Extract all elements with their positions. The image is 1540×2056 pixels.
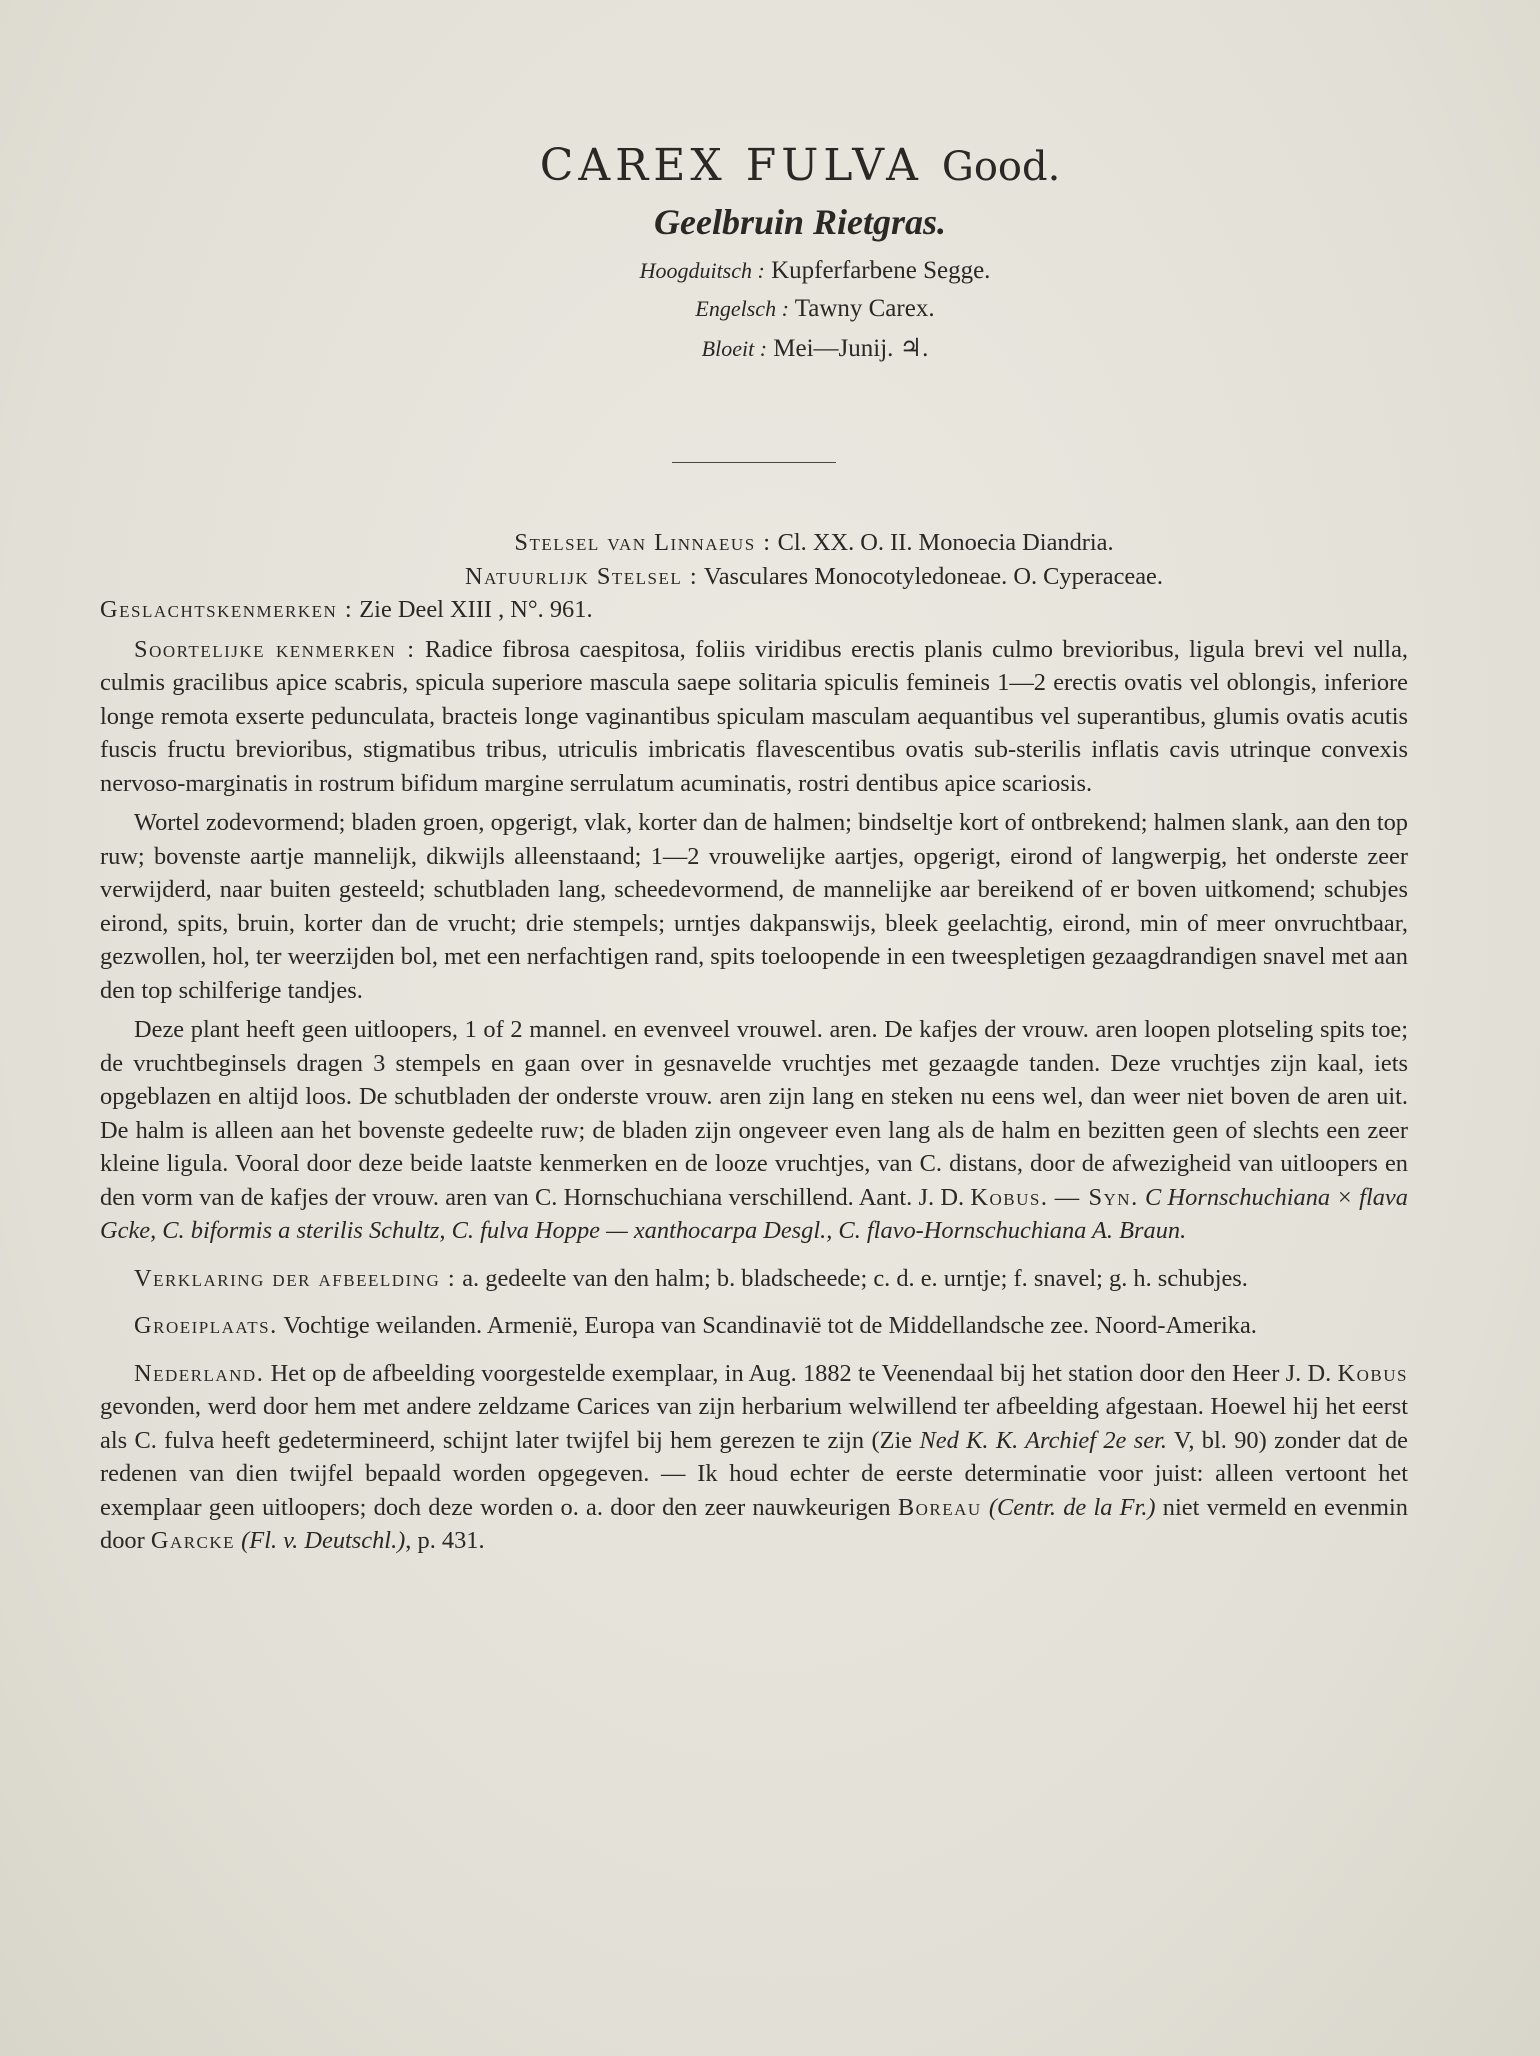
netherlands-text-1: Het op de afbeelding voorgestelde exemplaar, in Aug. 1882 te Veenendaal bij het station door den Heer J. D. xyxy=(270,1359,1332,1387)
habitat-label: Groeiplaats. xyxy=(134,1312,278,1339)
netherlands-ref-1: Ned K. K. Archief 2e ser. xyxy=(919,1426,1167,1454)
german-name-line xyxy=(0,257,1540,285)
bloom-label: Bloeit : xyxy=(701,336,768,361)
genus-characters xyxy=(100,593,1408,627)
german-label: Hoogduitsch : xyxy=(639,258,765,283)
german-name: Kupferfarbene Segge. xyxy=(771,257,991,284)
genus-value: Zie Deel XIII , N°. 961. xyxy=(359,596,593,623)
natural-system-label: Natuurlijk Stelsel : xyxy=(465,562,699,590)
netherlands-label: Nederland. xyxy=(134,1359,265,1387)
linnaeus-label: Stelsel van Linnaeus : xyxy=(514,529,772,556)
netherlands-ref-3: (Fl. v. Deutschl.) xyxy=(241,1527,406,1554)
dutch-name: Geelbruin Rietgras. xyxy=(653,202,947,242)
linnaeus-line xyxy=(100,526,1408,560)
species-latin xyxy=(100,633,1408,801)
natural-system-line xyxy=(100,560,1408,594)
netherlands-text-5: , p. 431. xyxy=(405,1527,485,1554)
habitat-text: Vochtige weilanden. Armenië, Europa van Scandinavië tot de Middellandsche zee. Noord-Amerika. xyxy=(283,1312,1257,1339)
genus-label: Geslachtskenmerken : xyxy=(100,596,354,623)
syn-label: — Syn. xyxy=(1054,1183,1139,1211)
english-name-line xyxy=(0,295,1540,323)
netherlands-ref-2: (Centr. de la Fr.) xyxy=(988,1493,1156,1521)
syn-text: C Hornschuchiana × flava Gcke, C. biformis a sterilis Schultz, C. fulva Hoppe — xanthocarpa Desgl., C. flavo-Hornschuchiana A. Braun. xyxy=(100,1183,1408,1244)
species-label: Soortelijke kenmerken : xyxy=(134,635,416,663)
bloom-value: Mei—Junij. ♃. xyxy=(773,335,929,362)
english-name: Tawny Carex. xyxy=(794,295,935,322)
note-text: Deze plant heeft geen uitloopers, 1 of 2 mannel. en evenveel vrouwel. aren. De kafjes der vrouw. aren loopen plotseling spits toe; de vruchtbeginsels dragen 3 stempels en gaan over in gesnavelde vruchtjes met gezaagde tanden. Deze vruchtjes zijn kaal, iets opgeblazen en altijd loos. De schutbladen der onderste vrouw. aren zijn lang en steken nu eens wel, dan weer niet boven de aren uit. De halm is alleen aan het bovenste gedeelte ruw; de bladen zijn ongeveer even lang als de halm en bezitten geen of slechts een zeer kleine ligula. Vooral door deze beide laatste kenmerken en de looze vruchtjes, van C. distans, door de afwezigheid van uitloopers en den vorm van de kafjes der vrouw. aren van C. Hornschuchiana verschillend. Aant. J. D. xyxy=(100,1016,1408,1211)
linnaeus-value: Cl. XX. O. II. Monoecia Diandria. xyxy=(777,529,1114,556)
header xyxy=(0,140,1540,373)
title-main: CAREX FULVA xyxy=(539,140,923,191)
habitat-paragraph xyxy=(100,1309,1408,1343)
netherlands-kobus: Kobus xyxy=(1337,1359,1408,1387)
explanation-paragraph xyxy=(100,1262,1408,1296)
natural-system-value: Vasculares Monocotyledoneae. O. Cyperaceae. xyxy=(703,562,1163,590)
species-latin-text: Radice fibrosa caespitosa, foliis viridibus erectis planis culmo brevioribus, ligula brevi vel nulla, culmis gracilibus apice scabris, spicula superiore mascula saepe solitaria spiculis femineis 1—2 erectis ovatis vel oblongis, inferiore longe remota exserte pedunculata, bracteis longe vaginantibus spiculam masculam aequantibus vel superantibus, glumis ovatis acutis fuscis fructu brevioribus, stigmatibus tribus, utriculis imbricatis flavescentibus ovatis sub-sterilis inflatis cavis utrinque convexis nervoso-marginatis in rostrum bifidum margine serrulatum acuminatis, rostri dentibus apice scariosis. xyxy=(100,635,1408,797)
explanation-text: a. gedeelte van den halm; b. bladscheede; c. d. e. urntje; f. snavel; g. h. schubjes. xyxy=(462,1264,1248,1292)
netherlands-paragraph xyxy=(100,1357,1408,1558)
note-paragraph xyxy=(100,1013,1408,1248)
note-kobus: Kobus. xyxy=(970,1183,1049,1211)
title-author: Good. xyxy=(941,144,1061,190)
netherlands-text-3: V, bl. 90) zonder dat de redenen van dien twijfel bepaald worden opgegeven. — Ik houd echter de eerste determinatie voor juist: alleen vertoont het exemplaar geen uitloopers; doch deze worden o. a. door den zeer nauwkeurigen xyxy=(100,1426,1408,1521)
netherlands-text-4: niet vermeld en evenmin door xyxy=(100,1493,1408,1554)
netherlands-garcke: Garcke xyxy=(150,1527,236,1554)
page-title xyxy=(0,140,1540,191)
divider xyxy=(672,462,836,463)
netherlands-boreau: Boreau xyxy=(897,1493,982,1521)
explanation-label: Verklaring der afbeelding : xyxy=(134,1264,457,1292)
netherlands-text-2: gevonden, werd door hem met andere zeldzame Carices van zijn herbarium welwillend ter afbeelding afgestaan. Hoewel hij het eerst als C. fulva heeft gedetermineerd, schijnt later twijfel bij hem gerezen te zijn (Zie xyxy=(100,1393,1408,1454)
bloom-line xyxy=(0,333,1540,363)
species-dutch: Wortel zodevormend; bladen groen, opgerigt, vlak, korter dan de halmen; bindseltje kort of ontbrekend; halmen slank, aan den top ruw; bovenste aartje mannelijk, dikwijls alleenstaand; 1—2 vrouwelijke aartjes, opgerigt, eirond of langwerpig, het onderste zeer verwijderd, naar buiten gesteeld; schutbladen lang, scheedevormend, de mannelijke aar bereikend of er boven uitkomend; schubjes eirond, spits, bruin, korter dan de vrucht; drie stempels; urntjes dakpanswijs, bleek geelachtig, eirond, min of meer onvruchtbaar, gezwollen, hol, ter weerzijden bol, met een nerfachtigen rand, spits toeloopende in een tweespletigen gezaagdrandigen snavel met aan den top schilferige tandjes. xyxy=(100,809,1408,1004)
body-text xyxy=(100,526,1408,1564)
english-label: Engelsch : xyxy=(695,296,789,321)
